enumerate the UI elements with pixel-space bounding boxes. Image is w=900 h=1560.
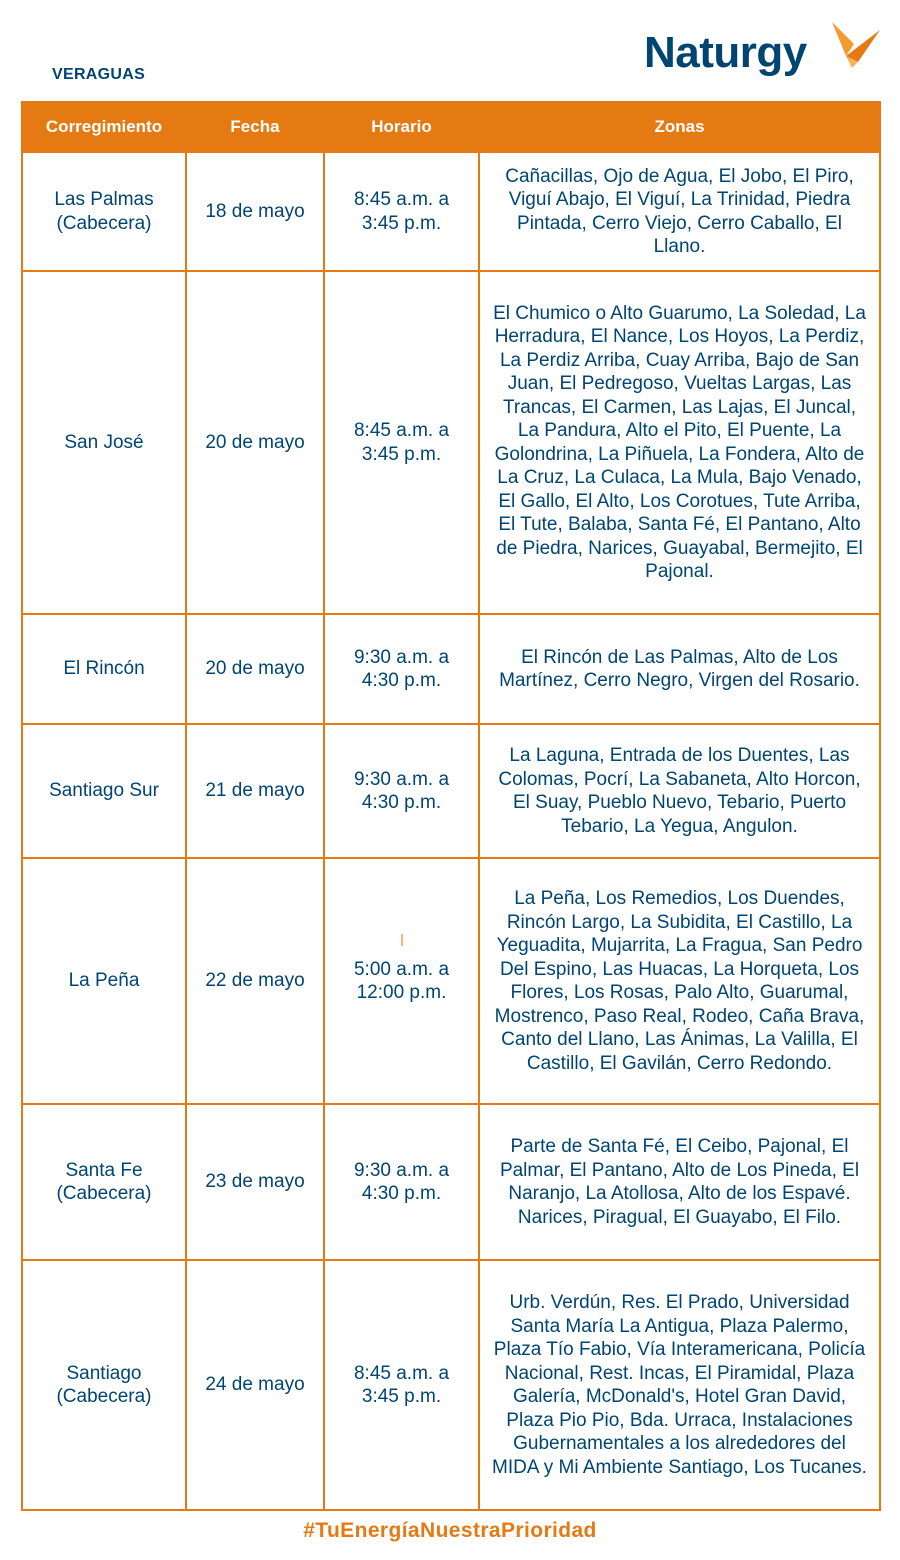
cell-horario: 9:30 a.m. a 4:30 p.m. [324,1104,479,1260]
cell-horario: 8:45 a.m. a 3:45 p.m. [324,152,479,271]
cell-corregimiento: Santa Fe (Cabecera) [22,1104,186,1260]
cell-zonas: Cañacillas, Ojo de Agua, El Jobo, El Piro, Viguí Abajo, El Viguí, La Trinidad, Piedra Pintada, Cerro Viejo, Cerro Caballo, El Llano. [479,152,880,271]
cell-horario: 9:30 a.m. a 4:30 p.m. [324,614,479,724]
cell-horario: 8:45 a.m. a 3:45 p.m. [324,271,479,614]
table-row [22,1104,880,1260]
column-header-corregimiento: Corregimiento [22,102,186,152]
cell-corregimiento: San José [22,271,186,614]
cell-fecha: 18 de mayo [186,152,324,271]
cell-fecha: 24 de mayo [186,1260,324,1510]
cell-fecha: 20 de mayo [186,271,324,614]
cell-zonas: El Chumico o Alto Guarumo, La Soledad, La Herradura, El Nance, Los Hoyos, La Perdiz, La Perdiz Arriba, Cuay Arriba, Bajo de San Juan, El Pedregoso, Vueltas Largas, Las Trancas, El Carmen, Las Lajas, El Juncal, La Pandura, Alto el Pito, El Puente, La Golondrina, La Piñuela, La Fondera, Alto de La Cruz, La Culaca, La Mula, Bajo Venado, El Gallo, El Alto, Los Corotues, Tute Arriba, El Tute, Balaba, Santa Fé, El Pantano, Alto de Piedra, Narices, Guayabal, Bermejito, El Pajonal. [479,271,880,614]
logo-wordmark: Naturgy [644,28,807,77]
footer-hashtag: #TuEnergíaNuestraPrioridad [303,1519,597,1542]
column-header-horario: Horario [324,102,479,152]
butterfly-icon [824,16,884,76]
table-row [22,724,880,858]
schedule-table [21,101,881,1511]
decorative-mark [401,934,403,946]
cell-corregimiento: La Peña [22,858,186,1104]
column-header-zonas: Zonas [479,102,880,152]
cell-fecha: 20 de mayo [186,614,324,724]
table-header-row [22,102,880,152]
cell-corregimiento: El Rincón [22,614,186,724]
cell-zonas: Urb. Verdún, Res. El Prado, Universidad Santa María La Antigua, Plaza Palermo, Plaza Tío Fabio, Vía Interamericana, Policía Nacional, Rest. Incas, El Piramidal, Plaza Galería, McDonald's, Hotel Gran David, Plaza Pio Pio, Bda. Urraca, Instalaciones Gubernamentales a los alrededores del MIDA y Mi Ambiente Santiago, Los Tucanes. [479,1260,880,1510]
cell-corregimiento: Santiago Sur [22,724,186,858]
naturgy-logo [640,14,890,86]
cell-horario: 9:30 a.m. a 4:30 p.m. [324,724,479,858]
cell-fecha: 21 de mayo [186,724,324,858]
cell-corregimiento: Santiago (Cabecera) [22,1260,186,1510]
cell-zonas: La Peña, Los Remedios, Los Duendes, Rincón Largo, La Subidita, El Castillo, La Yeguadita, Mujarrita, La Fragua, San Pedro Del Espino, Las Huacas, La Horqueta, Los Flores, Los Rosas, Palo Alto, Guarumal, Mostrenco, Paso Real, Rodeo, Caña Brava, Canto del Llano, Las Ánimas, La Valilla, El Castillo, El Gavilán, Cerro Redondo. [479,858,880,1104]
cell-zonas: La Laguna, Entrada de los Duentes, Las Colomas, Pocrí, La Sabaneta, Alto Horcon, El Suay, Pueblo Nuevo, Tebario, Puerto Tebario, La Yegua, Angulon. [479,724,880,858]
table-row [22,271,880,614]
table-row [22,152,880,271]
region-title: VERAGUAS [52,66,146,83]
cell-corregimiento: Las Palmas (Cabecera) [22,152,186,271]
table-row [22,858,880,1104]
cell-fecha: 23 de mayo [186,1104,324,1260]
cell-zonas: Parte de Santa Fé, El Ceibo, Pajonal, El Palmar, El Pantano, Alto de Los Pineda, El Naranjo, La Atollosa, Alto de los Espavé. Narices, Piragual, El Guayabo, El Filo. [479,1104,880,1260]
table-row [22,614,880,724]
table-row [22,1260,880,1510]
cell-zonas: El Rincón de Las Palmas, Alto de Los Martínez, Cerro Negro, Virgen del Rosario. [479,614,880,724]
cell-horario: 8:45 a.m. a 3:45 p.m. [324,1260,479,1510]
cell-horario: 5:00 a.m. a 12:00 p.m. [324,858,479,1104]
column-header-fecha: Fecha [186,102,324,152]
cell-fecha: 22 de mayo [186,858,324,1104]
